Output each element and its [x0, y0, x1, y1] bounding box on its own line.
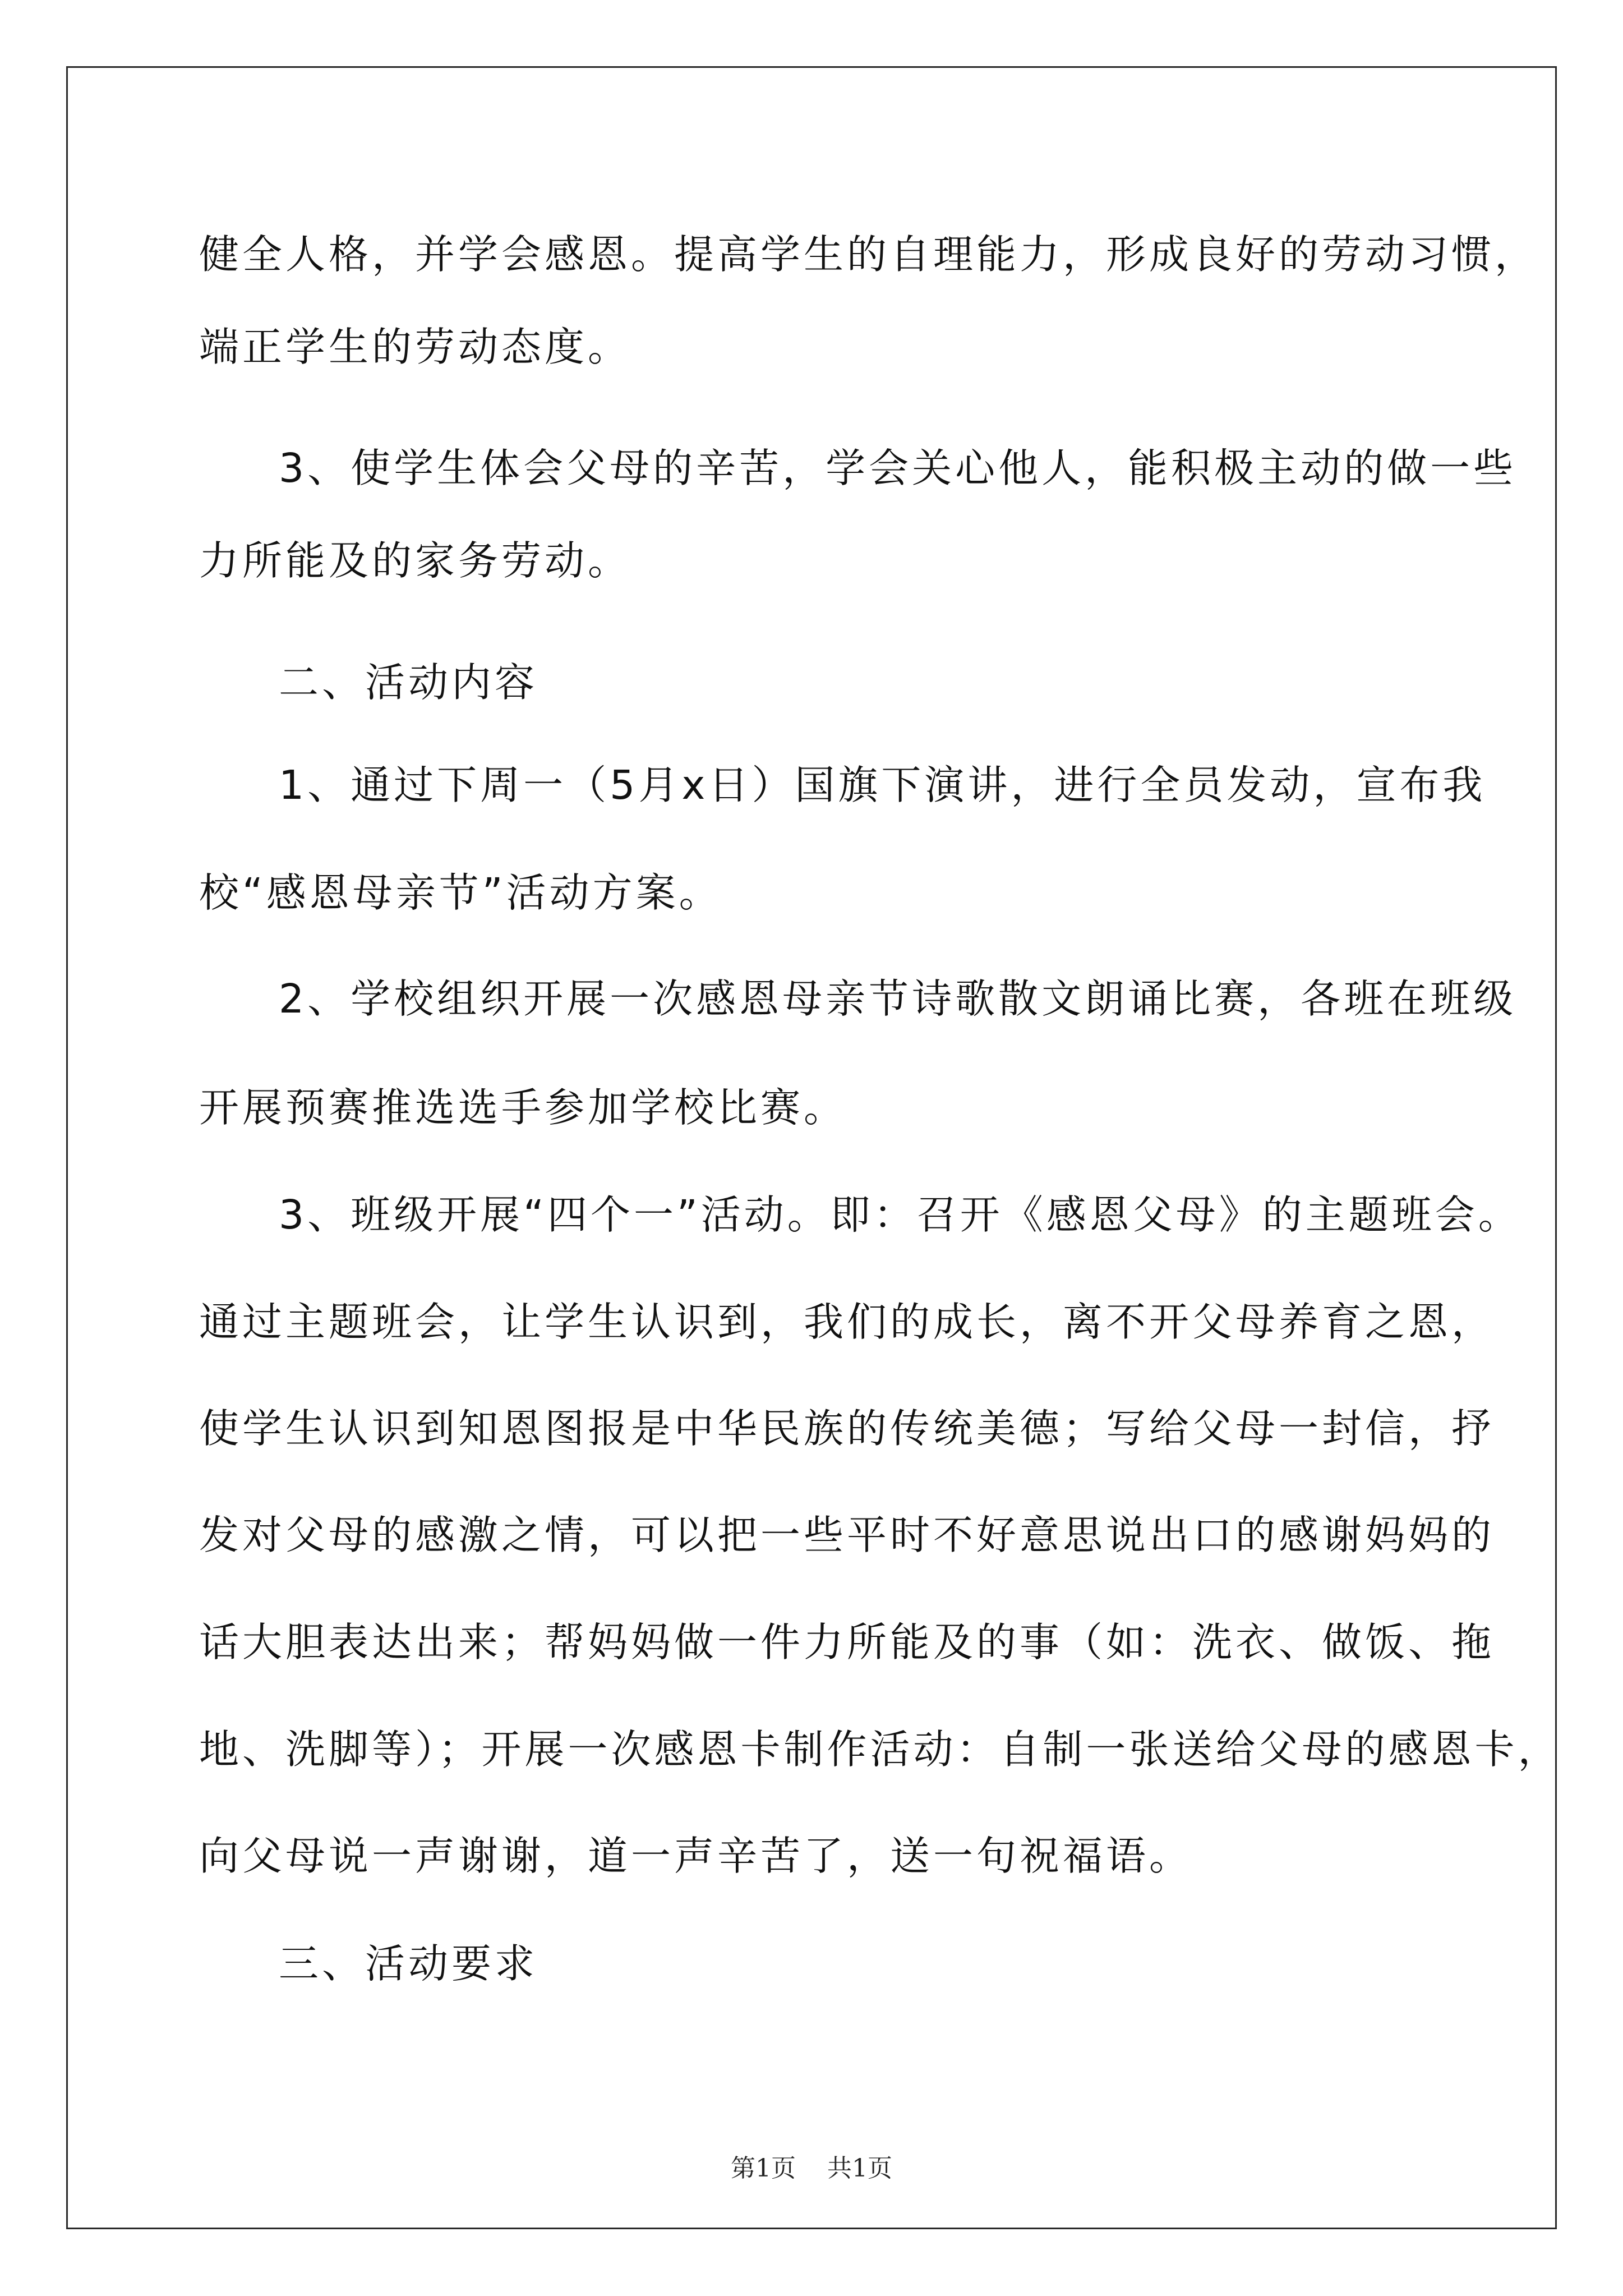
paragraph-line: 地、洗脚等）；开展一次感恩卡制作活动：自制一张送给父母的感恩卡，	[199, 1726, 1561, 1773]
paragraph-line: 3、使学生体会父母的辛苦，学会关心他人，能积极主动的做一些	[279, 445, 1517, 491]
page-number: 第1页	[731, 2154, 796, 2183]
section-heading: 三、活动要求	[279, 1940, 538, 1987]
paragraph-line: 健全人格，并学会感恩。提高学生的自理能力，形成良好的劳动习惯，	[199, 231, 1538, 278]
page-total: 共1页	[827, 2154, 892, 2183]
paragraph-line: 2、学校组织开展一次感恩母亲节诗歌散文朗诵比赛，各班在班级	[279, 976, 1517, 1022]
paragraph-line: 使学生认识到知恩图报是中华民族的传统美德；写给父母一封信，抒	[199, 1405, 1495, 1452]
paragraph-line: 校“感恩母亲节”活动方案。	[199, 869, 722, 916]
section-heading: 二、活动内容	[279, 659, 538, 706]
paragraph-line: 通过主题班会，让学生认识到，我们的成长，离不开父母养育之恩，	[199, 1299, 1495, 1345]
paragraph-line: 开展预赛推选选手参加学校比赛。	[199, 1084, 847, 1131]
paragraph-line: 向父母说一声谢谢，道一声辛苦了，送一句祝福语。	[199, 1833, 1193, 1879]
paragraph-line: 发对父母的感激之情，可以把一些平时不好意思说出口的感谢妈妈的	[199, 1512, 1495, 1558]
paragraph-line: 3、班级开展“四个一”活动。即：召开《感恩父母》的主题班会。	[279, 1191, 1521, 1238]
paragraph-line: 端正学生的劳动态度。	[199, 324, 631, 370]
page-footer	[0, 2153, 1623, 2184]
paragraph-line: 1、通过下周一（5月x日）国旗下演讲，进行全员发动，宣布我	[279, 762, 1486, 808]
paragraph-line: 力所能及的家务劳动。	[199, 537, 631, 584]
page-border	[66, 66, 1557, 2229]
paragraph-line: 话大胆表达出来；帮妈妈做一件力所能及的事（如：洗衣、做饭、拖	[199, 1619, 1495, 1665]
